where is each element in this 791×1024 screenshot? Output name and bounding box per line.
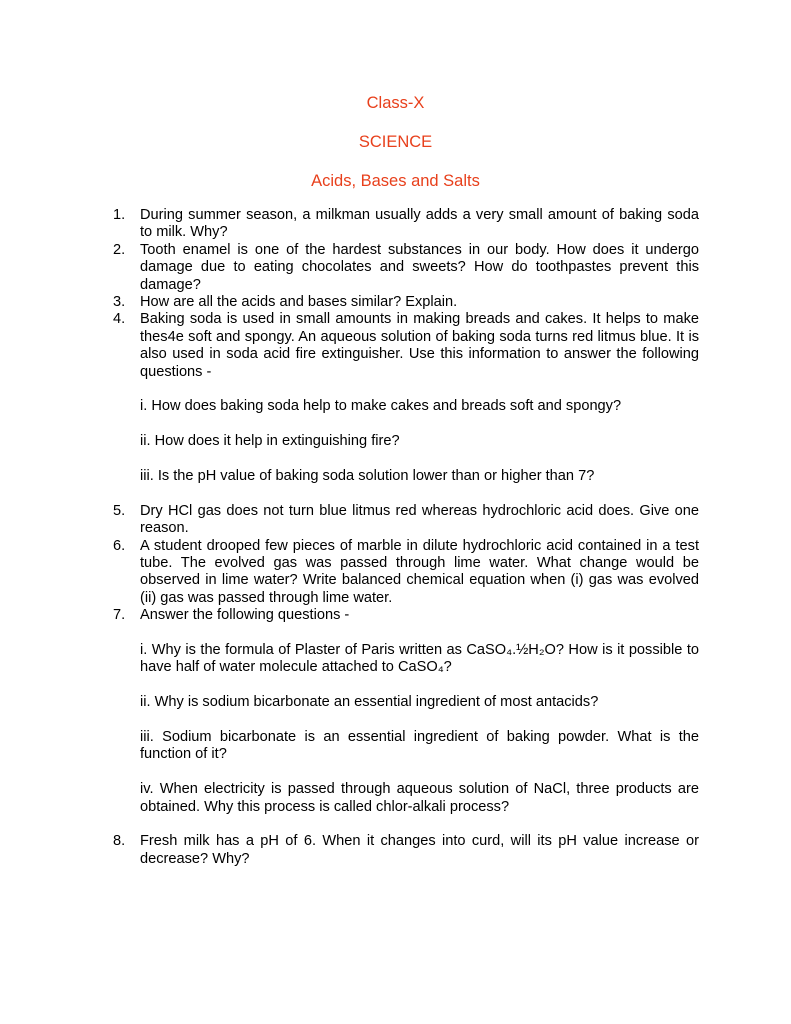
question-item-5 — [113, 503, 699, 538]
chapter-heading: Acids, Bases and Salts — [311, 172, 480, 190]
question-number: 6. — [113, 537, 126, 554]
question-item-2 — [113, 242, 699, 294]
question-number: 2. — [113, 241, 126, 258]
question-number: 8. — [113, 833, 126, 850]
sub-question: iii. Sodium bicarbonate is an essential ingredient of baking powder. What is the function of it? — [140, 729, 699, 763]
subject-heading: SCIENCE — [358, 133, 433, 151]
question-text: Answer the following questions - — [140, 607, 350, 624]
question-item-8 — [113, 833, 699, 868]
question-number: 3. — [113, 294, 126, 311]
question-text: Tooth enamel is one of the hardest substances in our body. How does it undergo damage due to eating chocolates and sweets? How do toothpastes prevent this damage? — [140, 241, 699, 293]
question-item-1 — [113, 207, 699, 242]
question-text: Baking soda is used in small amounts in making breads and cakes. It helps to make thes4e soft and spongy. An aqueous solution of baking soda turns red litmus blue. It is also used in soda acid fire extinguisher. Use this information to answer the following questions - — [140, 311, 699, 380]
question-text: Fresh milk has a pH of 6. When it changes into curd, will its pH value increase or decrease? Why? — [140, 833, 699, 867]
question-number: 1. — [113, 207, 126, 223]
question-list — [113, 207, 699, 868]
class-heading: Class-X — [366, 94, 425, 112]
question-text: During summer season, a milkman usually adds a very small amount of baking soda to milk. Why? — [140, 207, 699, 241]
question-item-4 — [113, 311, 699, 485]
question-number: 7. — [113, 607, 126, 624]
sub-question: ii. How does it help in extinguishing fire? — [140, 433, 400, 450]
sub-question-list — [140, 398, 699, 485]
sub-question: i. Why is the formula of Plaster of Paris written as CaSO₄.½H₂O? How is it possible to have half of water molecule attached to CaSO₄? — [140, 642, 699, 676]
question-number: 4. — [113, 311, 126, 328]
question-text: How are all the acids and bases similar? Explain. — [140, 294, 458, 311]
question-text: A student drooped few pieces of marble in dilute hydrochloric acid contained in a test tube. The evolved gas was passed through lime water. What change would be observed in lime water? Write balanced chemical equation when (i) gas was evolved (ii) gas was passed through lime water. — [140, 537, 699, 606]
question-item-3 — [113, 294, 699, 311]
question-item-7 — [113, 607, 699, 816]
question-number: 5. — [113, 502, 126, 519]
sub-question-list — [140, 642, 699, 816]
sub-question: i. How does baking soda help to make cakes and breads soft and spongy? — [140, 398, 622, 415]
question-text: Dry HCl gas does not turn blue litmus red whereas hydrochloric acid does. Give one reason. — [140, 502, 699, 537]
sub-question: ii. Why is sodium bicarbonate an essential ingredient of most antacids? — [140, 694, 599, 711]
sub-question: iii. Is the pH value of baking soda solution lower than or higher than 7? — [140, 468, 595, 485]
sub-question: iv. When electricity is passed through aqueous solution of NaCl, three products are obtained. Why this process is called chlor-alkali process? — [140, 781, 699, 815]
question-item-6 — [113, 538, 699, 608]
